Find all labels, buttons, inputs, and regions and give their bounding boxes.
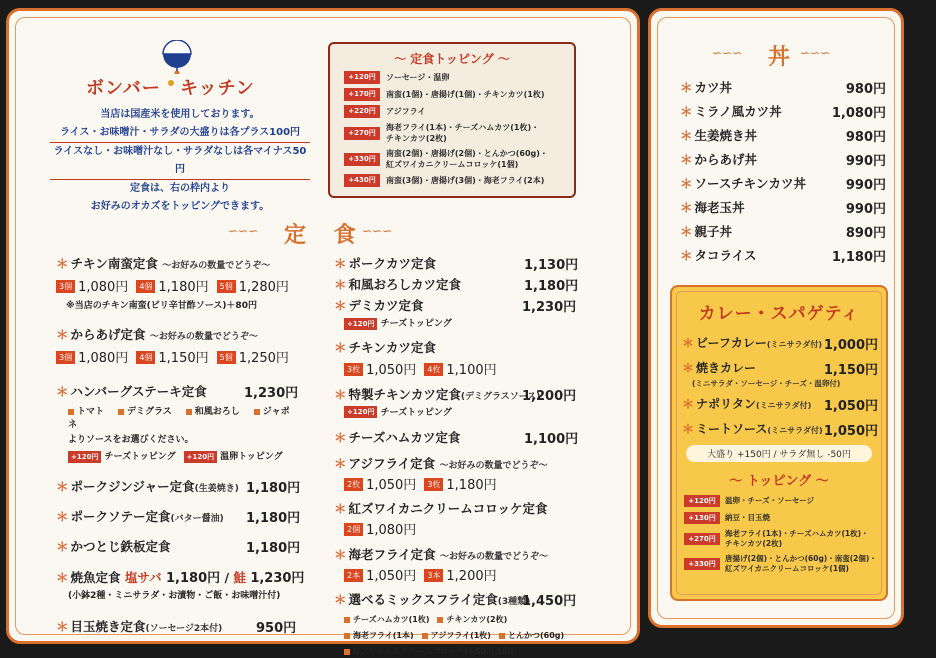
asterisk-icon: ＊ [334, 456, 347, 471]
item-wafu: ＊ 和風おろしカツ定食 1,180円 [334, 277, 579, 294]
option-price: 1,250円 [238, 351, 289, 366]
option-tag: 4個 [136, 351, 155, 364]
don-list [680, 78, 886, 270]
square-icon [344, 633, 350, 639]
asterisk-icon: ＊ [334, 592, 347, 607]
don-item-price: 990円 [845, 202, 886, 217]
asterisk-icon: ＊ [56, 569, 69, 585]
asterisk-icon: ＊ [682, 397, 695, 411]
square-icon [186, 409, 192, 415]
don-item [680, 222, 886, 246]
ebi-options [344, 565, 584, 584]
option [344, 359, 416, 378]
teishoku-topping-box [328, 42, 576, 198]
nanban-extra: ※当店のチキン南蛮(ピリ辛甘酢ソース)＋80円 [66, 301, 257, 311]
topping-price-tag: +270円 [344, 127, 380, 140]
option [344, 565, 416, 584]
option-tag: 2枚 [344, 478, 363, 491]
curry-item-sub: (ミニサラダ付) [766, 340, 823, 349]
square-icon [118, 409, 124, 415]
mix-choice-label: 海老フライ(1本) [353, 631, 414, 640]
option-tag: 3個 [56, 280, 75, 293]
option-price: 1,180円 [446, 478, 497, 493]
asterisk-icon: ＊ [680, 200, 693, 215]
option [344, 474, 416, 493]
asterisk-icon: ＊ [680, 248, 693, 263]
square-icon [422, 633, 428, 639]
option-price: 1,280円 [238, 280, 289, 295]
don-item-label: 生姜焼き丼 [694, 128, 758, 143]
mix-choice [344, 629, 414, 642]
don-item-price: 1,080円 [831, 106, 886, 121]
asterisk-icon: ＊ [56, 384, 69, 399]
curry-item-price: 1,000円 [823, 338, 878, 353]
topping-text: 温卵・チーズ・ソーセージ [725, 496, 815, 505]
hamburg-toppings [68, 449, 306, 463]
teishoku-title: 定 食 [284, 223, 366, 248]
square-icon [68, 409, 74, 415]
intro-line5: お好みのオカズをトッピングできます。 [90, 201, 270, 212]
ornament-right-icon: ∽∽∽ [800, 46, 831, 60]
topping-text: チーズトッピング [104, 452, 176, 462]
curry-item-label: ミートソース [696, 422, 768, 436]
mix-choice-label: 紅ズワイカニクリームコロッケ(+50円 1個) [353, 647, 514, 656]
sauce-label: デミグラス [127, 407, 172, 417]
asterisk-icon: ＊ [334, 386, 347, 402]
asterisk-icon: ＊ [334, 339, 347, 355]
asterisk-icon: ＊ [56, 256, 69, 271]
square-icon [254, 409, 260, 415]
intro-line2: ライス・お味噌汁・サラダの大盛りは各プラス100円 [50, 124, 310, 143]
hamburg-topping [68, 452, 176, 462]
item-pork-saute: ＊ ポークソテー定食(バター醤油) 1,180円 [56, 508, 301, 526]
asterisk-icon: ＊ [56, 618, 69, 634]
don-item [680, 126, 886, 150]
don-item-name [680, 246, 757, 270]
option [217, 347, 289, 366]
item-ebi: ＊ 海老フライ定食 ～お好みの数量でどうぞ～ [334, 547, 549, 562]
intro-line1: 当店は国産米を使用しております。 [100, 109, 260, 120]
don-item-price: 980円 [845, 82, 886, 97]
curry-item-label: ビーフカレー [696, 336, 767, 350]
ornament-right-icon: ∽∽∽ [362, 224, 393, 238]
don-item-price: 990円 [845, 178, 886, 193]
option-price: 1,050円 [366, 362, 417, 378]
square-icon [437, 617, 443, 623]
topping-text: ソーセージ・温卵 [386, 73, 450, 82]
topping-text: 納豆・目玉焼 [725, 513, 770, 522]
curry-topping-title: ～ トッピング ～ [729, 474, 829, 489]
option [56, 347, 128, 366]
item-mix: ＊ 選べるミックスフライ定食(3種類) 1,450円 [334, 592, 577, 609]
topping-price-tag: +120円 [684, 495, 720, 507]
don-item-label: 海老玉丼 [694, 200, 745, 215]
intro-text [50, 106, 310, 216]
topping-row [344, 88, 574, 101]
mix-choice [437, 613, 507, 626]
option-price: 1,200円 [446, 569, 497, 584]
hamburg-sauce-note: よりソースをお選びください。 [68, 435, 194, 445]
topping-price-tag: +120円 [184, 451, 217, 463]
curry-item-label: ナポリタン [696, 397, 757, 411]
item-hamburg: ＊ ハンバーグステーキ定食 1,230円 [56, 384, 299, 401]
topping-price-tag: +130円 [684, 512, 720, 524]
topping-price-tag: +120円 [344, 71, 380, 84]
don-item [680, 102, 886, 126]
topping-text: 唐揚げ(2個)・とんかつ(60g)・南蛮(2個)・ 紅ズワイカニクリームコロッケ(1個) [725, 554, 877, 573]
don-item [680, 150, 886, 174]
mix-choice [344, 645, 514, 658]
sauce-label: トマト [77, 407, 105, 417]
topping-text: 海老フライ(1本)・チーズハムカツ(1枚)・ チキンカツ(2枚) [725, 529, 869, 548]
asterisk-icon: ＊ [682, 422, 695, 436]
asterisk-icon: ＊ [334, 547, 347, 562]
curry-item-label: 焼きカレー [696, 361, 757, 375]
don-item-label: カツ丼 [694, 80, 733, 95]
asterisk-icon: ＊ [680, 152, 693, 167]
topping-text: 南蛮(2個)・唐揚げ(2個)・とんかつ(60g)・ 紅ズワイカニクリームコロッケ(1個) [386, 149, 548, 169]
topping-price-tag: +270円 [684, 533, 720, 545]
don-item-name [680, 198, 745, 222]
item-pork-ginger: ＊ ポークジンジャー定食(生姜焼き) 1,180円 [56, 478, 301, 496]
curry-title: カレー・スパゲティ [698, 304, 860, 324]
topping-text: 南蛮(3個)・唐揚げ(3個)・海老フライ(2本) [386, 176, 545, 185]
topping-price-tag: +220円 [344, 105, 380, 118]
curry-item-note: (ミニサラダ・ソーセージ・チーズ・温卵付) [692, 379, 841, 388]
topping-text: 海老フライ(1本)・チーズハムカツ(1枚)・ チキンカツ(2枚) [386, 123, 540, 143]
asterisk-icon: ＊ [682, 361, 695, 375]
asterisk-icon: ＊ [680, 176, 693, 191]
topping-price-tag: +170円 [344, 88, 380, 101]
logo-dot [168, 80, 174, 86]
curry-item-sub: (ミニサラダ付) [767, 426, 823, 435]
don-item-label: タコライス [694, 248, 757, 263]
teishoku-topping-title: ～ 定食トッピング ～ [394, 52, 510, 66]
topping-text: 温卵トッピング [220, 452, 283, 462]
don-item [680, 198, 886, 222]
ornament-left-icon: ∽∽∽ [228, 224, 259, 238]
sauce-option [186, 407, 240, 417]
option [217, 276, 289, 295]
don-item-label: 親子丼 [694, 224, 733, 239]
asterisk-icon: ＊ [334, 277, 347, 292]
chicken-options [344, 359, 584, 378]
asterisk-icon: ＊ [334, 256, 347, 271]
don-item [680, 174, 886, 198]
curry-spaghetti-box [670, 285, 888, 601]
topping-row [344, 105, 574, 118]
teishoku-left-column [56, 254, 306, 635]
option-tag: 3本 [424, 569, 443, 582]
asterisk-icon: ＊ [334, 430, 347, 445]
asterisk-icon: ＊ [680, 104, 693, 119]
don-item-label: からあげ丼 [694, 152, 758, 167]
don-item-price: 980円 [845, 130, 886, 145]
don-item-name [680, 222, 732, 246]
topping-price-tag: +330円 [684, 558, 720, 570]
option [424, 474, 496, 493]
option-price: 1,150円 [158, 351, 209, 366]
curry-item-price: 1,050円 [823, 399, 878, 414]
item-chicken-nanban: ＊ チキン南蛮定食 ～お好みの数量でどうぞ～ [56, 256, 271, 271]
topping-text: アジフライ [386, 107, 426, 116]
option-price: 1,080円 [78, 280, 129, 295]
yakizakana-note: (小鉢2種・ミニサラダ・お漬物・ご飯・お味噌汁付) [68, 590, 281, 601]
square-icon [499, 633, 505, 639]
option-tag: 2本 [344, 569, 363, 582]
option-tag: 4枚 [424, 363, 443, 376]
don-item-price: 890円 [845, 226, 886, 241]
don-item-name [680, 78, 732, 102]
mix-choice [499, 629, 564, 642]
hamburg-sauces [68, 404, 306, 430]
option-price: 1,080円 [78, 351, 129, 366]
curry-item-sub: (ミニサラダ付) [756, 401, 812, 410]
don-item-name [680, 174, 806, 198]
kani-option: 2個 1,080円 [344, 519, 584, 538]
mix-choice [344, 613, 429, 626]
item-karaage: ＊ からあげ定食 ～お好みの数量でどうぞ～ [56, 327, 258, 342]
curry-inner-border [676, 291, 882, 595]
topping-text: 南蛮(1個)・唐揚げ(1個)・チキンカツ(1枚) [386, 90, 545, 99]
option-tag: 3枚 [424, 478, 443, 491]
item-chickenkatsu: ＊ チキンカツ定食 [334, 339, 436, 355]
intro-line4: 定食は、右の枠内より [130, 183, 230, 194]
topping-price-tag: +330円 [344, 153, 380, 166]
don-item-name [680, 150, 757, 174]
sauce-label: 和風おろし [194, 407, 240, 417]
tokusei-topping: +120円 チーズトッピング [344, 405, 584, 419]
asterisk-icon: ＊ [56, 508, 69, 524]
item-demi: ＊ デミカツ定食 1,230円 [334, 298, 577, 315]
option-tag: 3個 [56, 351, 75, 364]
square-icon [344, 617, 350, 623]
option-price: 1,050円 [366, 569, 417, 584]
mix-choice-label: チーズハムカツ(1枚) [353, 615, 430, 624]
don-item-price: 990円 [845, 154, 886, 169]
intro-line3: ライスなし・お味噌汁なし・サラダなしは各マイナス50円 [50, 143, 310, 180]
don-item-name [680, 126, 757, 150]
ornament-left-icon: ∽∽∽ [712, 46, 743, 60]
don-item-label: ソースチキンカツ丼 [694, 176, 807, 191]
item-kani: ＊ 紅ズワイカニクリームコロッケ定食 [334, 501, 548, 516]
don-item [680, 78, 886, 102]
don-item [680, 246, 886, 270]
demi-topping: +120円 チーズトッピング [344, 316, 584, 330]
square-icon [344, 649, 350, 655]
asterisk-icon: ＊ [334, 501, 347, 516]
item-aji: ＊ アジフライ定食 ～お好みの数量でどうぞ～ [334, 456, 548, 471]
option-price: 1,180円 [158, 280, 209, 295]
nanban-options [56, 276, 306, 295]
topping-row [344, 174, 574, 187]
option-tag: 3枚 [344, 363, 363, 376]
mix-choice-label: チキンカツ(2枚) [446, 615, 508, 624]
don-item-name [680, 102, 782, 126]
aji-options [344, 474, 584, 493]
asterisk-icon: ＊ [56, 327, 69, 342]
asterisk-icon: ＊ [334, 298, 347, 313]
mix-choices [344, 610, 574, 658]
asterisk-icon: ＊ [680, 224, 693, 239]
mix-choice-label: アジフライ(1枚) [430, 631, 491, 640]
option [136, 276, 208, 295]
don-title: 丼 [768, 45, 791, 70]
item-tokusei: ＊ 特製チキンカツ定食(デミグラスソース) 1,200円 [334, 386, 577, 404]
item-medama: ＊ 目玉焼き定食(ソーセージ2本付) 950円 [56, 618, 297, 636]
mix-choice [422, 629, 491, 642]
brand-name-right: キッチン [180, 78, 255, 99]
option [424, 359, 496, 378]
asterisk-icon: ＊ [680, 80, 693, 95]
option-price: 1,050円 [366, 478, 417, 493]
topping-price-tag: +120円 [68, 451, 101, 463]
item-katsutoji: ＊ かつとじ鉄板定食 1,180円 [56, 538, 301, 556]
brand-name-left: ボンバー [86, 78, 161, 99]
item-porkkatsu: ＊ ポークカツ定食 1,130円 [334, 256, 579, 273]
topping-row [344, 122, 574, 144]
asterisk-icon: ＊ [680, 128, 693, 143]
asterisk-icon: ＊ [56, 478, 69, 494]
topping-row [344, 71, 574, 84]
option-price: 1,100円 [446, 362, 497, 378]
option [56, 276, 128, 295]
curry-item-price: 1,150円 [823, 363, 878, 378]
karaage-options [56, 347, 306, 366]
option-tag: 5個 [217, 351, 236, 364]
item-yakizakana: ＊ 焼魚定食 塩サバ 1,180円 / 鮭 1,230円 [56, 569, 305, 586]
don-item-price: 1,180円 [831, 250, 886, 265]
teishoku-right-column [334, 254, 584, 658]
sauce-option [118, 407, 172, 417]
mix-choice-label: とんかつ(60g) [507, 631, 565, 640]
sauce-option [68, 407, 104, 417]
asterisk-icon: ＊ [56, 538, 69, 554]
topping-price-tag: +430円 [344, 174, 380, 187]
curry-option-note: 大盛り +150円 / サラダ無し -50円 [686, 445, 872, 462]
hamburg-topping [184, 452, 283, 462]
teishoku-topping-list [344, 71, 574, 187]
topping-row [344, 148, 574, 170]
curry-item-price: 1,050円 [823, 424, 878, 439]
don-item-label: ミラノ風カツ丼 [694, 104, 782, 119]
item-cheeseham: ＊ チーズハムカツ定食 1,100円 [334, 430, 579, 447]
option [424, 565, 496, 584]
sauce-label: ジャポネ [68, 407, 290, 430]
asterisk-icon: ＊ [682, 336, 695, 350]
option-tag: 4個 [136, 280, 155, 293]
rice-bowl-icon [160, 40, 194, 70]
option [136, 347, 208, 366]
option-tag: 5個 [217, 280, 236, 293]
